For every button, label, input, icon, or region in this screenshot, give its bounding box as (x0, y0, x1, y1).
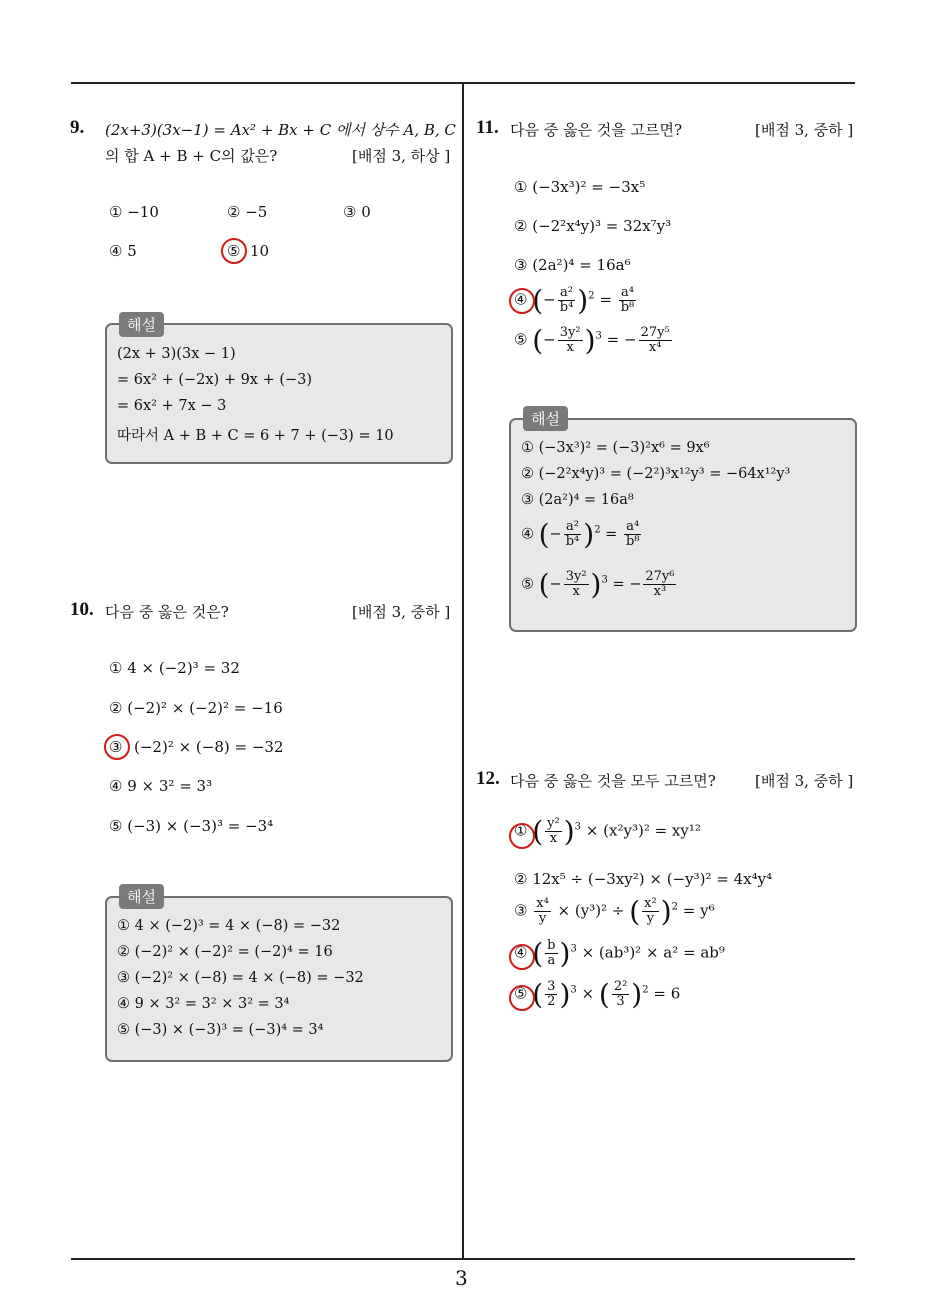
q9-solution-tag: 해설 (119, 312, 164, 337)
q11-solution-line5: ⑤ (− $\frac{\text{3y²}}{x}$ )$^3$ = − $\frac{\text{27y⁶}}{\text{x³}}$ (521, 568, 675, 601)
q12-option-4-marker: ④ (514, 943, 528, 962)
q9-score: [배점 3, 하상 ] (352, 147, 451, 165)
q11-solution-line4: ④ (− $\frac{\text{a²}}{\text{b⁴}}$ )$^2$ = $\frac{\text{a⁴}}{\text{b⁸}}$ (521, 518, 640, 551)
q11-text: 다음 중 옳은 것을 고르면? (510, 121, 683, 139)
q10-solution-line5: ⑤ (−3) × (−3)³ = (−3)⁴ = 3⁴ (117, 1022, 324, 1038)
q11-solution-tag: 해설 (523, 406, 568, 431)
q9-option-5-marker[interactable]: ⑤ (227, 242, 241, 260)
q11-option-4-marker: ④ (514, 290, 528, 309)
q9-option-2[interactable]: ② −5 (227, 203, 268, 221)
q11-option-3[interactable]: ③ (2a²)⁴ = 16a⁶ (514, 256, 631, 274)
q9-solution-line3: = 6x² + 7x − 3 (117, 398, 227, 414)
q11-option-5[interactable]: ⑤ (− $\frac{\text{3y²}}{x}$ )$^3$ = − $\frac{\text{27y⁵}}{\text{x⁴}}$ (514, 324, 670, 357)
q9-text-line2: 의 합 A + B + C의 값은? (105, 147, 278, 165)
q12-option-1-marker: ① (514, 821, 528, 840)
q11-option-1[interactable]: ① (−3x³)² = −3x⁵ (514, 178, 646, 196)
q11-solution-line3: ③ (2a²)⁴ = 16a⁸ (521, 492, 634, 508)
q11-solution-line2: ② (−2²x⁴y)³ = (−2²)³x¹²y³ = −64x¹²y³ (521, 466, 791, 482)
page-number: 3 (455, 1266, 468, 1290)
q10-solution-tag: 해설 (119, 884, 164, 909)
q10-text: 다음 중 옳은 것은? (105, 603, 229, 621)
q10-number: 10. (70, 599, 94, 620)
q9-text-line1: (2x+3)(3x−1) = Ax² + Bx + C 에서 상수 A, B, C (105, 121, 456, 139)
q9-solution-line1: (2x + 3)(3x − 1) (117, 346, 236, 362)
bottom-rule (71, 1258, 855, 1260)
q11-option-4[interactable]: ④ (− $\frac{\text{a²}}{\text{b⁴}}$ )$^2$ = $\frac{\text{a⁴}}{\text{b⁸}}$ (514, 284, 635, 317)
q10-option-2[interactable]: ② (−2)² × (−2)² = −16 (109, 699, 283, 717)
q12-option-5[interactable]: ⑤ ( $\frac{3}{2}$ )$^3$ × ( $\frac{\text{2²}}{3}$ )$^2$ = 6 (514, 978, 681, 1011)
q10-option-1[interactable]: ① 4 × (−2)³ = 32 (109, 659, 240, 677)
q9-solution-line2: = 6x² + (−2x) + 9x + (−3) (117, 372, 313, 388)
q10-solution-line2: ② (−2)² × (−2)² = (−2)⁴ = 16 (117, 944, 333, 960)
q10-option-3-value: (−2)² × (−8) = −32 (134, 738, 284, 756)
q11-solution-line5-marker: ⑤ (521, 576, 534, 593)
q11-option-2[interactable]: ② (−2²x⁴y)³ = 32x⁷y³ (514, 217, 672, 235)
q12-score: [배점 3, 중하 ] (755, 772, 854, 790)
q12-option-1[interactable]: ① ( $\frac{\text{y²}}{x}$ )$^3$ × (x²y³)² = xy¹² (514, 815, 701, 848)
q9-option-5-value: 10 (250, 242, 270, 260)
q12-option-5-marker: ⑤ (514, 984, 528, 1003)
q9-option-3[interactable]: ③ 0 (343, 203, 371, 221)
q11-option-5-marker: ⑤ (514, 330, 528, 349)
q10-solution-line3: ③ (−2)² × (−8) = 4 × (−8) = −32 (117, 970, 364, 986)
q9-solution-line4: 따라서 A + B + C = 6 + 7 + (−3) = 10 (117, 428, 394, 444)
q12-number: 12. (476, 768, 500, 789)
q9-number: 9. (70, 117, 85, 138)
column-divider (462, 84, 464, 1259)
q10-option-3-marker[interactable]: ③ (109, 738, 123, 756)
q12-option-4[interactable]: ④ ( $\frac{b}{a}$ )$^3$ × (ab³)² × a² = ab⁹ (514, 937, 725, 970)
q12-option-2[interactable]: ② 12x⁵ ÷ (−3xy²) × (−y³)² = 4x⁴y⁴ (514, 870, 773, 888)
q11-number: 11. (476, 117, 499, 138)
q11-score: [배점 3, 중하 ] (755, 121, 854, 139)
q12-option-3-marker: ③ (514, 901, 528, 920)
q11-solution-line4-marker: ④ (521, 526, 534, 543)
q9-option-4[interactable]: ④ 5 (109, 242, 137, 260)
q10-solution-line4: ④ 9 × 3² = 3² × 3² = 3⁴ (117, 996, 290, 1012)
q11-solution-line1: ① (−3x³)² = (−3)²x⁶ = 9x⁶ (521, 440, 710, 456)
q12-option-3[interactable]: ③ $\frac{\text{x⁴}}{y}$ × (y³)² ÷ ( $\frac{\text{x²}}{y}$ )$^2$ = y⁶ (514, 895, 715, 928)
q9-option-1[interactable]: ① −10 (109, 203, 159, 221)
q12-text: 다음 중 옳은 것을 모두 고르면? (510, 772, 716, 790)
q10-option-5[interactable]: ⑤ (−3) × (−3)³ = −3⁴ (109, 817, 274, 835)
q10-solution-line1: ① 4 × (−2)³ = 4 × (−8) = −32 (117, 918, 341, 934)
q10-option-4[interactable]: ④ 9 × 3² = 3³ (109, 777, 213, 795)
q10-score: [배점 3, 중하 ] (352, 603, 451, 621)
